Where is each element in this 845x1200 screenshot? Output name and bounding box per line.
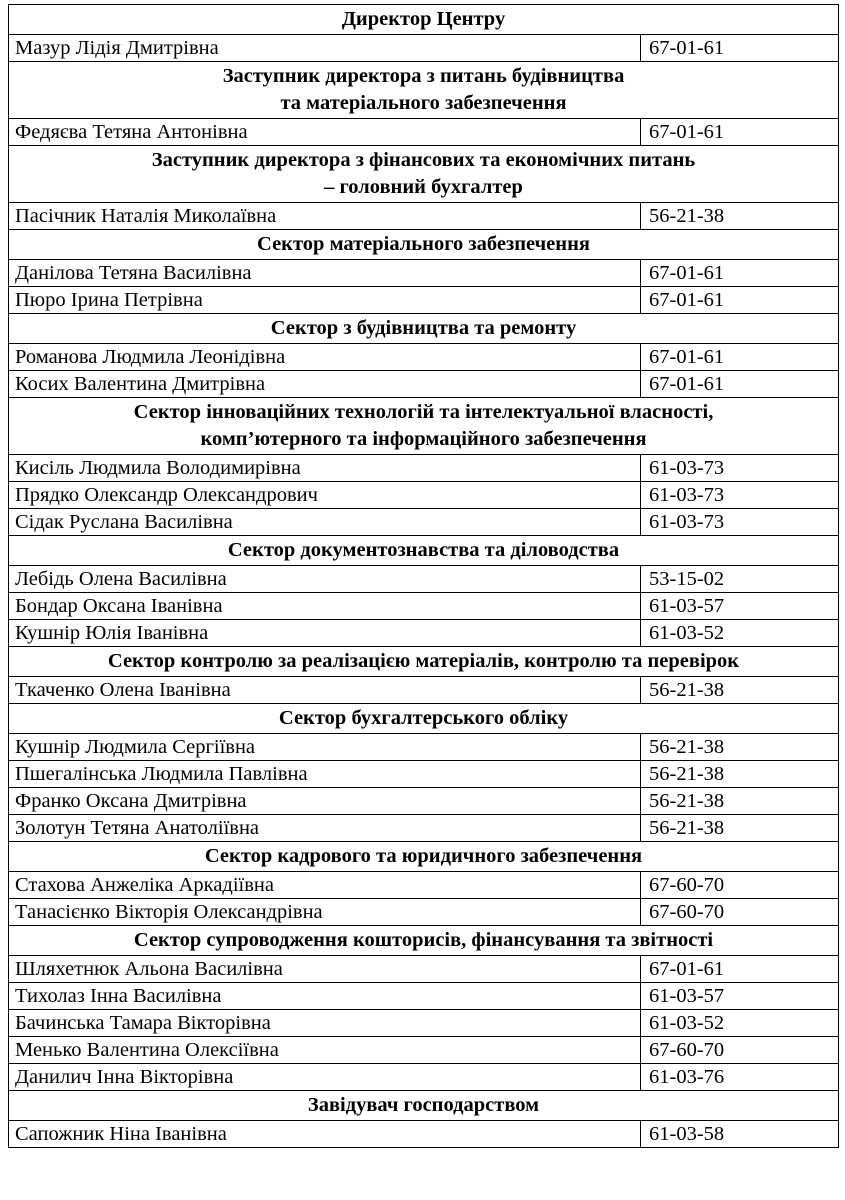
staff-row — [9, 344, 839, 371]
staff-name: Федяєва Тетяна Антонівна — [9, 119, 641, 146]
section-header-row — [9, 398, 839, 455]
staff-phone: 61-03-73 — [641, 482, 839, 509]
section-title — [9, 146, 839, 203]
section-title-line: Завідувач господарством — [307, 1094, 540, 1116]
staff-name: Танасієнко Вікторія Олександрівна — [9, 899, 641, 926]
staff-phone: 56-21-38 — [641, 788, 839, 815]
section-title-line: Сектор з будівництва та ремонту — [270, 317, 577, 339]
staff-name: Пасічник Наталія Миколаївна — [9, 203, 641, 230]
staff-name: Сідак Руслана Василівна — [9, 509, 641, 536]
section-header-row — [9, 647, 839, 677]
section-title-line: – головний бухгалтер — [324, 176, 523, 198]
staff-row — [9, 119, 839, 146]
staff-name: Франко Оксана Дмитрівна — [9, 788, 641, 815]
section-title-line: Сектор кадрового та юридичного забезпечення — [204, 845, 643, 867]
staff-row — [9, 983, 839, 1010]
staff-row — [9, 455, 839, 482]
staff-name: Прядко Олександр Олександрович — [9, 482, 641, 509]
staff-name: Кушнір Людмила Сергіївна — [9, 734, 641, 761]
staff-row — [9, 956, 839, 983]
staff-row — [9, 1010, 839, 1037]
staff-phone: 56-21-38 — [641, 734, 839, 761]
section-title-line: Сектор супроводження кошторисів, фінансування та звітності — [133, 929, 714, 951]
section-title — [9, 704, 839, 734]
staff-phone: 67-60-70 — [641, 899, 839, 926]
section-title-line: та матеріального забезпечення — [280, 92, 567, 114]
staff-name: Данилич Інна Вікторівна — [9, 1064, 641, 1091]
staff-name: Романова Людмила Леонідівна — [9, 344, 641, 371]
section-header-row — [9, 536, 839, 566]
section-title-line: Заступник директора з фінансових та економічних питань — [151, 149, 696, 171]
staff-phone: 67-60-70 — [641, 872, 839, 899]
staff-phone: 67-01-61 — [641, 344, 839, 371]
staff-name: Стахова Анжеліка Аркадіївна — [9, 872, 641, 899]
staff-name: Сапожник Ніна Іванівна — [9, 1121, 641, 1148]
staff-phone: 56-21-38 — [641, 677, 839, 704]
section-title-line: Заступник директора з питань будівництва — [222, 65, 625, 87]
section-title-line: Сектор бухгалтерського обліку — [278, 707, 569, 729]
staff-name: Пшегалінська Людмила Павлівна — [9, 761, 641, 788]
section-title — [9, 314, 839, 344]
staff-name: Тихолаз Інна Василівна — [9, 983, 641, 1010]
staff-name: Золотун Тетяна Анатоліївна — [9, 815, 641, 842]
staff-name: Бачинська Тамара Вікторівна — [9, 1010, 641, 1037]
section-title — [9, 647, 839, 677]
staff-row — [9, 287, 839, 314]
section-title-line: комп’ютерного та інформаційного забезпечення — [200, 428, 647, 450]
staff-row — [9, 1037, 839, 1064]
section-title-line: Директор Центру — [341, 8, 506, 30]
directory-body — [9, 5, 839, 1148]
staff-phone: 67-60-70 — [641, 1037, 839, 1064]
section-header-row — [9, 146, 839, 203]
staff-name: Лебідь Олена Василівна — [9, 566, 641, 593]
staff-name: Кисіль Людмила Володимирівна — [9, 455, 641, 482]
staff-row — [9, 371, 839, 398]
staff-row — [9, 482, 839, 509]
staff-row — [9, 593, 839, 620]
staff-name: Бондар Оксана Іванівна — [9, 593, 641, 620]
staff-phone: 61-03-52 — [641, 620, 839, 647]
section-title — [9, 536, 839, 566]
staff-phone: 67-01-61 — [641, 35, 839, 62]
section-title-line: Сектор інноваційних технологій та інтелектуальної власності, — [133, 401, 714, 423]
staff-name: Кушнір Юлія Іванівна — [9, 620, 641, 647]
staff-phone: 56-21-38 — [641, 761, 839, 788]
section-header-row — [9, 230, 839, 260]
section-title — [9, 5, 839, 35]
section-title — [9, 62, 839, 119]
staff-row — [9, 677, 839, 704]
section-title-line: Сектор матеріального забезпечення — [257, 233, 590, 255]
staff-row — [9, 761, 839, 788]
staff-row — [9, 203, 839, 230]
staff-phone: 67-01-61 — [641, 287, 839, 314]
staff-row — [9, 1064, 839, 1091]
staff-phone: 67-01-61 — [641, 956, 839, 983]
staff-phone: 67-01-61 — [641, 119, 839, 146]
section-title-line: Сектор документознавства та діловодства — [227, 539, 620, 561]
section-header-row — [9, 62, 839, 119]
staff-row — [9, 620, 839, 647]
staff-name: Данілова Тетяна Василівна — [9, 260, 641, 287]
staff-name: Ткаченко Олена Іванівна — [9, 677, 641, 704]
staff-name: Пюро Ірина Петрівна — [9, 287, 641, 314]
staff-phone: 61-03-73 — [641, 509, 839, 536]
section-header-row — [9, 314, 839, 344]
section-title — [9, 1091, 839, 1121]
staff-row — [9, 899, 839, 926]
staff-row — [9, 566, 839, 593]
staff-phone: 61-03-58 — [641, 1121, 839, 1148]
staff-row — [9, 1121, 839, 1148]
staff-row — [9, 35, 839, 62]
staff-name: Косих Валентина Дмитрівна — [9, 371, 641, 398]
staff-phone: 67-01-61 — [641, 260, 839, 287]
staff-phone: 61-03-76 — [641, 1064, 839, 1091]
section-title — [9, 926, 839, 956]
staff-row — [9, 788, 839, 815]
section-header-row — [9, 704, 839, 734]
section-title — [9, 398, 839, 455]
staff-phone: 56-21-38 — [641, 203, 839, 230]
section-title — [9, 842, 839, 872]
section-header-row — [9, 926, 839, 956]
staff-row — [9, 509, 839, 536]
staff-row — [9, 872, 839, 899]
staff-name: Менько Валентина Олексіївна — [9, 1037, 641, 1064]
staff-phone: 67-01-61 — [641, 371, 839, 398]
section-header-row — [9, 1091, 839, 1121]
staff-phone: 53-15-02 — [641, 566, 839, 593]
section-header-row — [9, 5, 839, 35]
staff-phone: 61-03-73 — [641, 455, 839, 482]
staff-row — [9, 734, 839, 761]
staff-name: Шляхетнюк Альона Василівна — [9, 956, 641, 983]
staff-phone: 61-03-57 — [641, 983, 839, 1010]
staff-phone: 61-03-52 — [641, 1010, 839, 1037]
staff-row — [9, 815, 839, 842]
staff-phone: 56-21-38 — [641, 815, 839, 842]
staff-name: Мазур Лідія Дмитрівна — [9, 35, 641, 62]
section-title — [9, 230, 839, 260]
staff-phone-directory — [8, 4, 839, 1148]
section-header-row — [9, 842, 839, 872]
staff-phone: 61-03-57 — [641, 593, 839, 620]
staff-row — [9, 260, 839, 287]
section-title-line: Сектор контролю за реалізацією матеріалів, контролю та перевірок — [107, 650, 740, 672]
